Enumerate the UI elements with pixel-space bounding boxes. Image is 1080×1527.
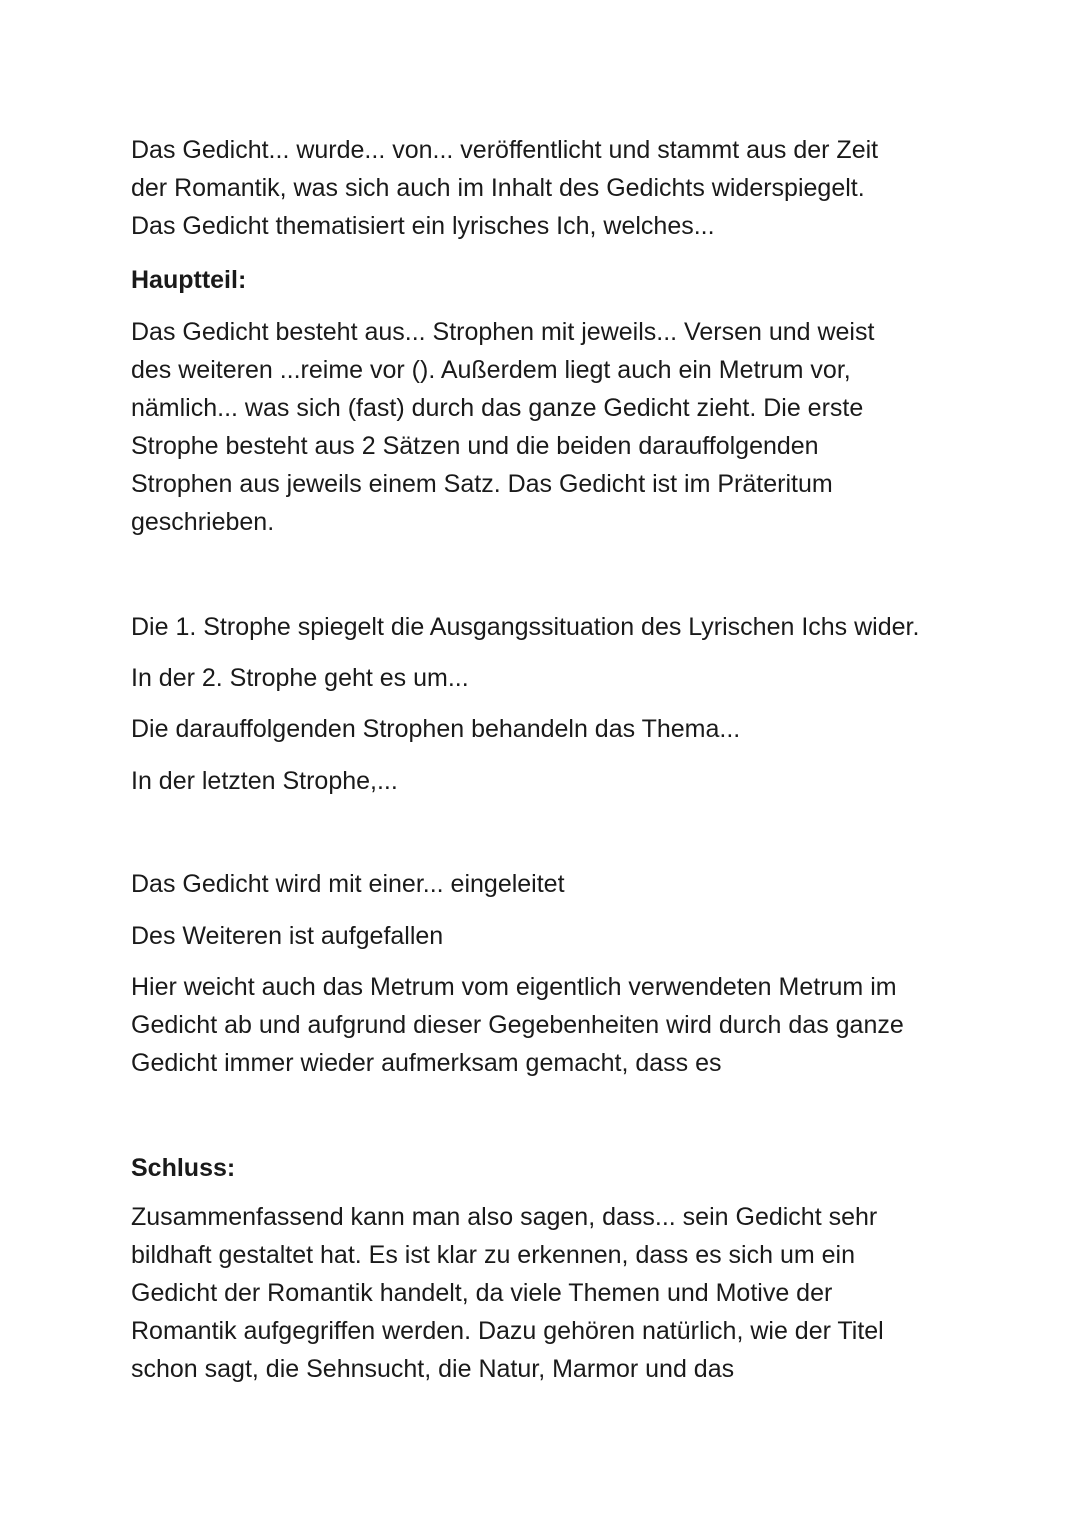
intro-paragraph [131,131,878,245]
analysis-noticed-line: Des Weiteren ist aufgefallen [131,922,444,950]
hauptteil-heading: Hauptteil: [131,266,247,294]
schluss-line: Romantik aufgegriffen werden. Dazu gehören natürlich, wie der Titel [131,1317,884,1345]
strophe-1-line: Die 1. Strophe spiegelt die Ausgangssituation des Lyrischen Ichs wider. [131,613,920,641]
strophe-last-line: In der letzten Strophe,... [131,767,398,795]
schluss-paragraph [131,1198,884,1388]
strophe-following-line: Die darauffolgenden Strophen behandeln das Thema... [131,715,741,743]
schluss-line: bildhaft gestaltet hat. Es ist klar zu erkennen, dass es sich um ein [131,1241,855,1269]
hauptteil-line: Strophen aus jeweils einem Satz. Das Gedicht ist im Präteritum [131,470,833,498]
schluss-line: schon sagt, die Sehnsucht, die Natur, Marmor und das [131,1355,735,1383]
analysis-line: Gedicht ab und aufgrund dieser Gegebenheiten wird durch das ganze [131,1011,904,1039]
schluss-line: Zusammenfassend kann man also sagen, dass... sein Gedicht sehr [131,1203,878,1231]
analysis-intro-line: Das Gedicht wird mit einer... eingeleitet [131,870,565,898]
analysis-line: Gedicht immer wieder aufmerksam gemacht, dass es [131,1049,722,1077]
hauptteil-line: Das Gedicht besteht aus... Strophen mit jeweils... Versen und weist [131,318,875,346]
analysis-metrum-paragraph [131,968,904,1082]
schluss-heading: Schluss: [131,1154,236,1182]
intro-line: der Romantik, was sich auch im Inhalt des Gedichts widerspiegelt. [131,174,865,202]
hauptteil-paragraph [131,313,874,541]
schluss-line: Gedicht der Romantik handelt, da viele Themen und Motive der [131,1279,833,1307]
analysis-line: Hier weicht auch das Metrum vom eigentlich verwendeten Metrum im [131,973,897,1001]
strophe-2-line: In der 2. Strophe geht es um... [131,664,469,692]
intro-line: Das Gedicht thematisiert ein lyrisches Ich, welches... [131,212,715,240]
hauptteil-line: geschrieben. [131,508,275,536]
hauptteil-line: des weiteren ...reime vor (). Außerdem liegt auch ein Metrum vor, [131,356,851,384]
hauptteil-line: Strophe besteht aus 2 Sätzen und die beiden darauffolgenden [131,432,819,460]
hauptteil-line: nämlich... was sich (fast) durch das ganze Gedicht zieht. Die erste [131,394,864,422]
intro-line: Das Gedicht... wurde... von... veröffentlicht und stammt aus der Zeit [131,136,879,164]
